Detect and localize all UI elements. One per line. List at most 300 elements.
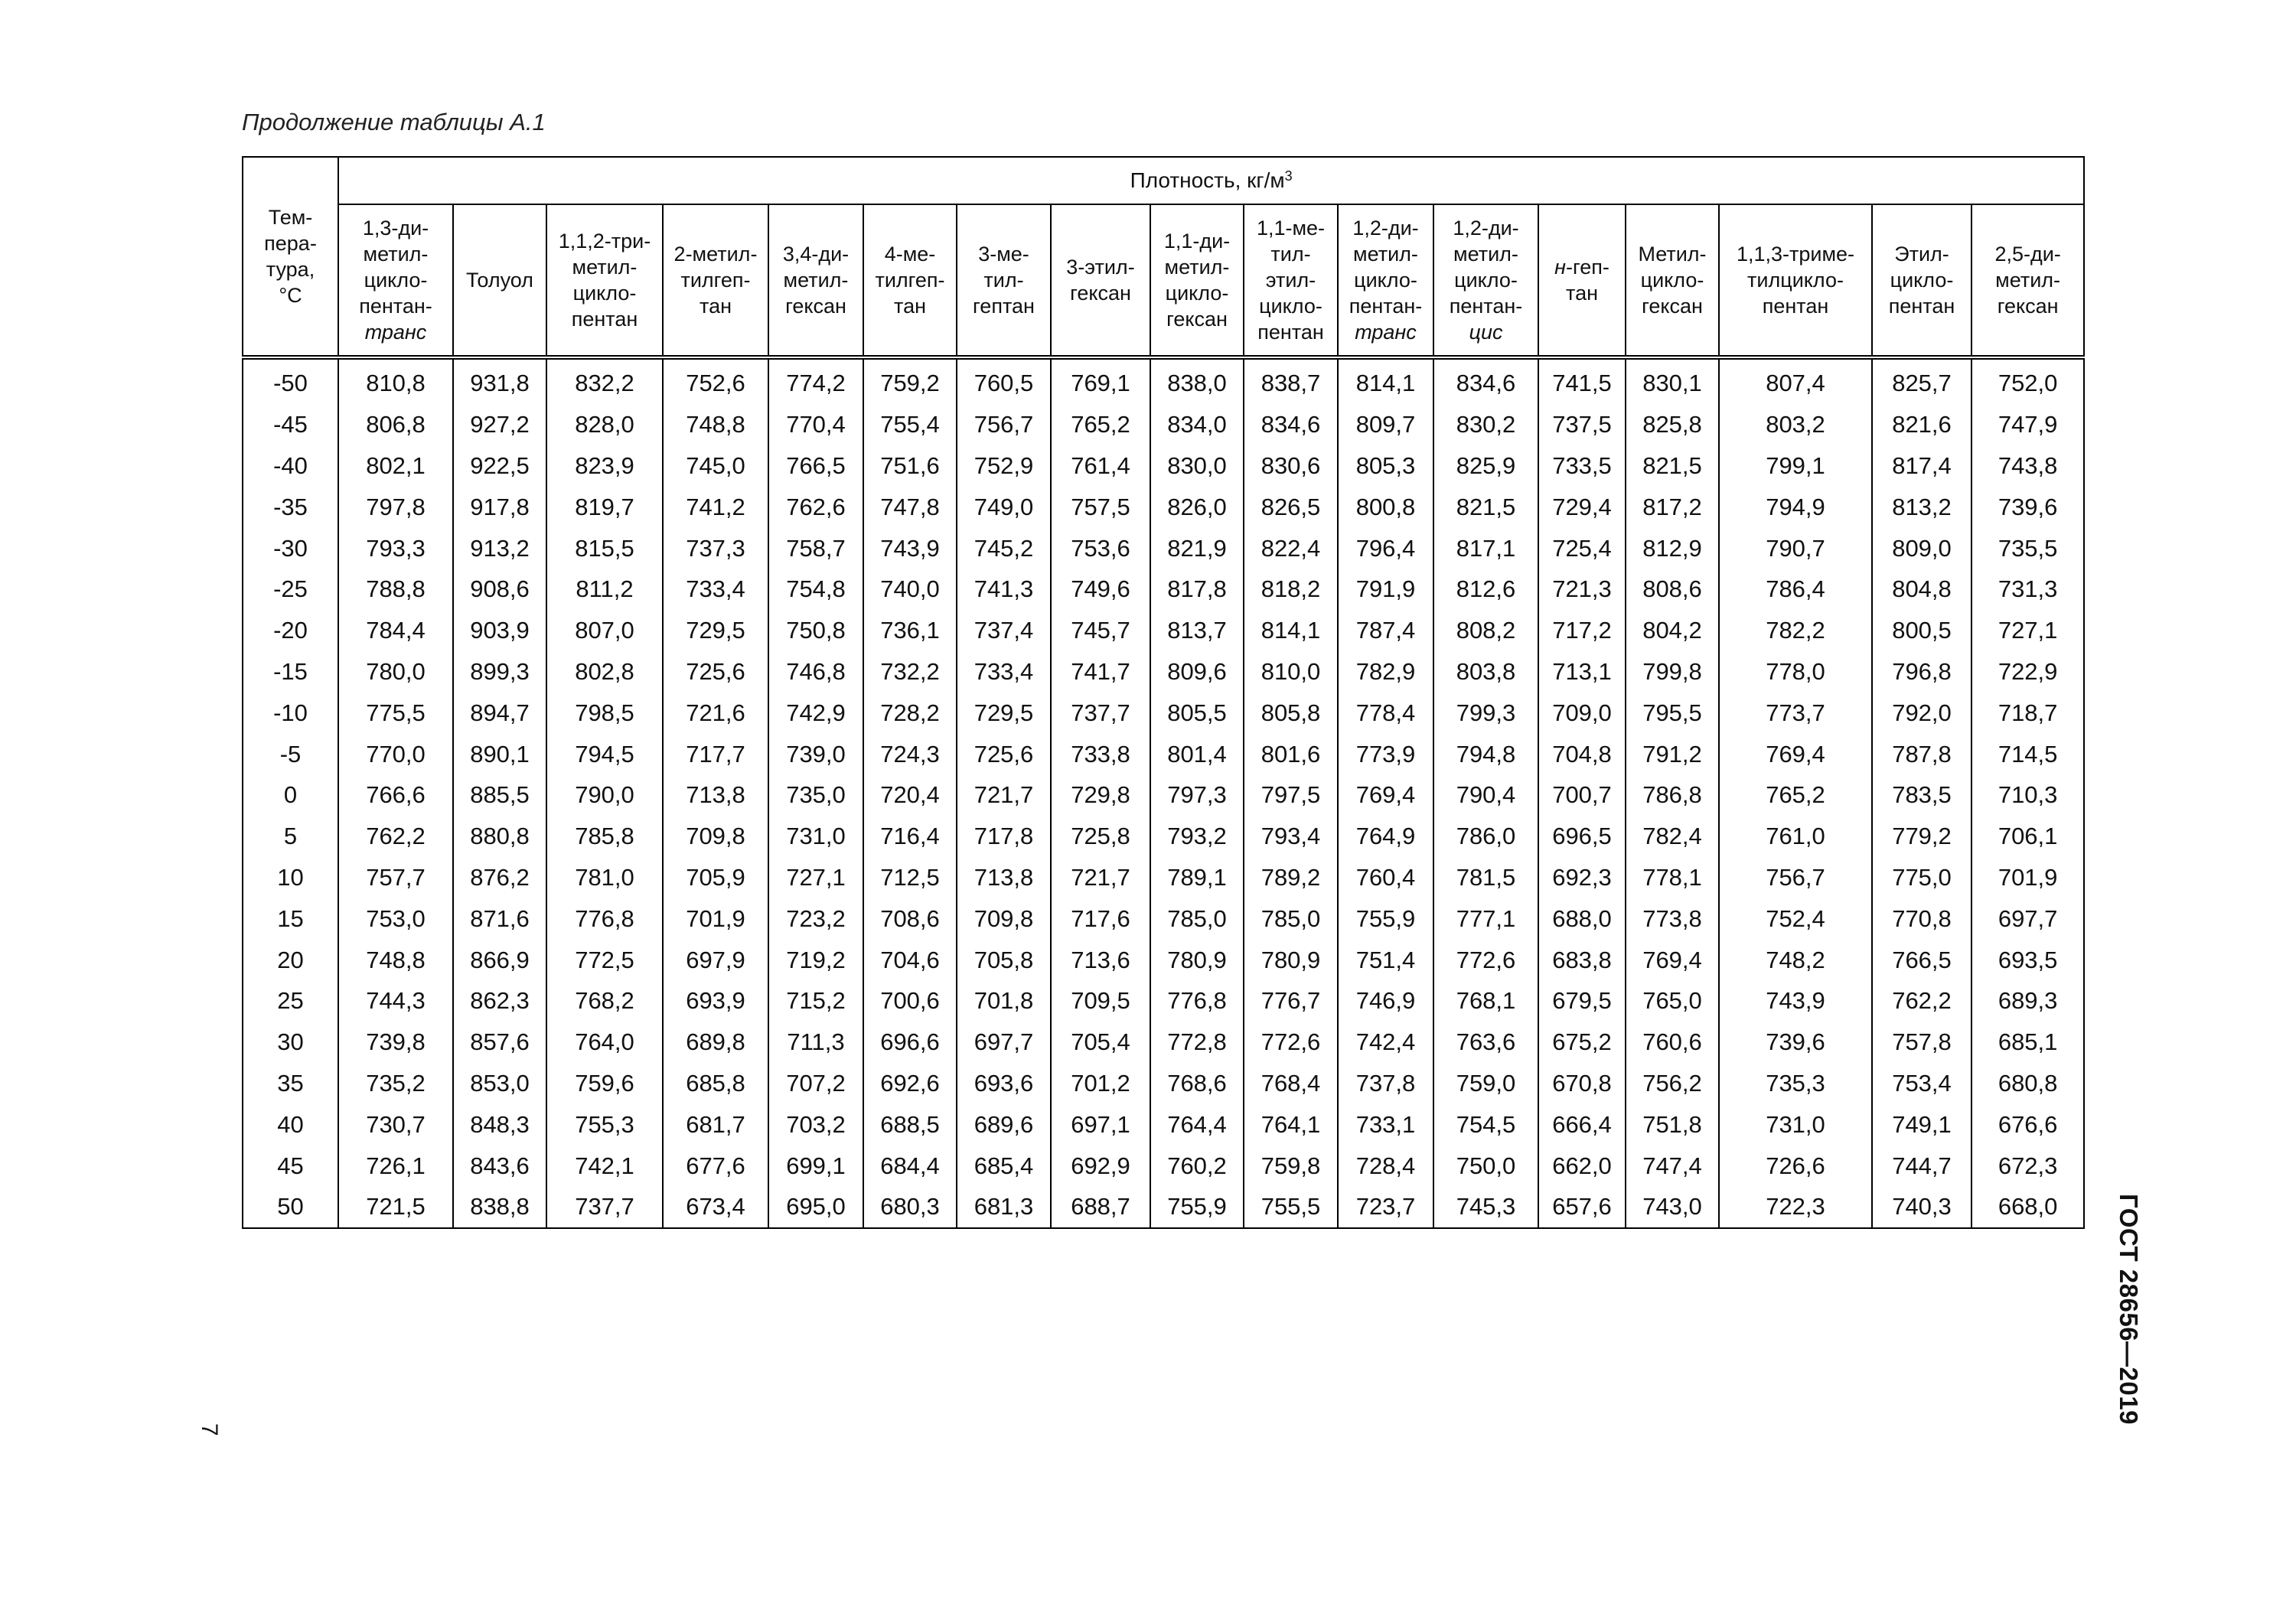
density-cell: 701,8 [957, 980, 1051, 1022]
density-cell: 830,6 [1244, 445, 1338, 487]
density-cell: 735,5 [1971, 527, 2084, 569]
column-header: 1,1-ме- тил- этил- цикло- пентан [1244, 204, 1338, 357]
density-cell: 917,8 [453, 486, 546, 527]
density-cell: 722,9 [1971, 651, 2084, 693]
density-cell: 746,8 [768, 651, 863, 693]
density-cell: 793,3 [338, 527, 453, 569]
density-cell: 801,6 [1244, 733, 1338, 774]
density-cell: 697,7 [957, 1022, 1051, 1063]
density-cell: 679,5 [1538, 980, 1626, 1022]
table-row [243, 692, 2084, 733]
column-header: 1,1,3-триме- тилцикло- пентан [1719, 204, 1872, 357]
density-cell: 825,9 [1433, 445, 1538, 487]
temperature-cell: 5 [243, 816, 338, 857]
density-cell: 806,8 [338, 404, 453, 445]
density-cell: 717,6 [1051, 898, 1150, 939]
temperature-cell: -25 [243, 569, 338, 610]
density-cell: 688,0 [1538, 898, 1626, 939]
density-cell: 760,4 [1338, 857, 1433, 898]
density-cell: 799,8 [1626, 651, 1719, 693]
density-cell: 709,0 [1538, 692, 1626, 733]
density-cell: 808,6 [1626, 569, 1719, 610]
density-cell: 680,8 [1971, 1063, 2084, 1104]
density-cell: 795,5 [1626, 692, 1719, 733]
density-cell: 761,4 [1051, 445, 1150, 487]
density-cell: 783,5 [1872, 774, 1971, 816]
density-cell: 785,0 [1244, 898, 1338, 939]
density-cell: 723,7 [1338, 1186, 1433, 1228]
density-cell: 778,1 [1626, 857, 1719, 898]
density-cell: 742,1 [546, 1145, 663, 1186]
density-cell: 782,2 [1719, 610, 1872, 651]
density-cell: 834,0 [1150, 404, 1244, 445]
density-cell: 685,1 [1971, 1022, 2084, 1063]
temperature-cell: -15 [243, 651, 338, 693]
density-cell: 729,5 [663, 610, 768, 651]
density-cell: 739,6 [1719, 1022, 1872, 1063]
density-cell: 817,2 [1626, 486, 1719, 527]
density-cell: 762,2 [338, 816, 453, 857]
density-cell: 704,6 [863, 939, 957, 980]
density-cell: 708,6 [863, 898, 957, 939]
temperature-cell: -35 [243, 486, 338, 527]
density-cell: 853,0 [453, 1063, 546, 1104]
density-cell: 773,9 [1338, 733, 1433, 774]
density-cell: 812,9 [1626, 527, 1719, 569]
density-cell: 780,9 [1150, 939, 1244, 980]
density-cell: 662,0 [1538, 1145, 1626, 1186]
density-cell: 759,2 [863, 357, 957, 404]
density-cell: 790,7 [1719, 527, 1872, 569]
density-cell: 903,9 [453, 610, 546, 651]
density-cell: 744,3 [338, 980, 453, 1022]
density-cell: 696,5 [1538, 816, 1626, 857]
density-cell: 908,6 [453, 569, 546, 610]
table-row [243, 486, 2084, 527]
density-cell: 857,6 [453, 1022, 546, 1063]
density-cell: 752,4 [1719, 898, 1872, 939]
column-header: 3,4-ди- метил- гексан [768, 204, 863, 357]
table-row [243, 1022, 2084, 1063]
density-cell: 772,6 [1244, 1022, 1338, 1063]
table-row [243, 527, 2084, 569]
density-cell: 692,9 [1051, 1145, 1150, 1186]
density-cell: 799,1 [1719, 445, 1872, 487]
density-cell: 697,1 [1051, 1103, 1150, 1145]
density-cell: 729,5 [957, 692, 1051, 733]
density-cell: 751,4 [1338, 939, 1433, 980]
density-cell: 832,2 [546, 357, 663, 404]
density-cell: 809,6 [1150, 651, 1244, 693]
density-cell: 693,5 [1971, 939, 2084, 980]
density-cell: 696,6 [863, 1022, 957, 1063]
density-cell: 800,5 [1872, 610, 1971, 651]
density-cell: 717,2 [1538, 610, 1626, 651]
density-cell: 748,8 [663, 404, 768, 445]
column-header: 1,2-ди- метил- цикло- пентан- цис [1433, 204, 1538, 357]
density-cell: 913,2 [453, 527, 546, 569]
density-cell: 737,3 [663, 527, 768, 569]
density-cell: 705,8 [957, 939, 1051, 980]
density-cell: 773,7 [1719, 692, 1872, 733]
density-cell: 739,8 [338, 1022, 453, 1063]
column-header-row [243, 204, 2084, 357]
density-cell: 813,7 [1150, 610, 1244, 651]
table-row [243, 980, 2084, 1022]
density-cell: 684,4 [863, 1145, 957, 1186]
density-cell: 764,0 [546, 1022, 663, 1063]
density-cell: 775,0 [1872, 857, 1971, 898]
density-cell: 717,7 [663, 733, 768, 774]
density-cell: 838,7 [1244, 357, 1338, 404]
density-cell: 784,4 [338, 610, 453, 651]
table-row [243, 898, 2084, 939]
column-header: 2,5-ди- метил- гексан [1971, 204, 2084, 357]
density-cell: 739,6 [1971, 486, 2084, 527]
temperature-cell: 0 [243, 774, 338, 816]
density-group-header: Плотность, $кг/м^3$ [338, 157, 2084, 204]
density-cell: 807,0 [546, 610, 663, 651]
density-cell: 730,7 [338, 1103, 453, 1145]
density-cell: 770,8 [1872, 898, 1971, 939]
density-cell: 743,8 [1971, 445, 2084, 487]
density-cell: 789,2 [1244, 857, 1338, 898]
density-cell: 717,8 [957, 816, 1051, 857]
density-cell: 713,6 [1051, 939, 1150, 980]
density-cell: 700,7 [1538, 774, 1626, 816]
density-cell: 769,4 [1338, 774, 1433, 816]
density-cell: 728,4 [1338, 1145, 1433, 1186]
density-cell: 786,4 [1719, 569, 1872, 610]
density-cell: 744,7 [1872, 1145, 1971, 1186]
density-cell: 753,0 [338, 898, 453, 939]
standard-label: ГОСТ 28656—2019 [2115, 1194, 2143, 1425]
density-cell: 737,5 [1538, 404, 1626, 445]
temperature-cell: 35 [243, 1063, 338, 1104]
density-cell: 752,0 [1971, 357, 2084, 404]
column-header: 3-ме- тил- гептан [957, 204, 1051, 357]
column-header: 1,2-ди- метил- цикло- пентан- транс [1338, 204, 1433, 357]
density-cell: 821,5 [1626, 445, 1719, 487]
column-header: 2-метил- тилгеп- тан [663, 204, 768, 357]
density-cell: 817,1 [1433, 527, 1538, 569]
density-cell: 772,6 [1433, 939, 1538, 980]
density-cell: 763,6 [1433, 1022, 1538, 1063]
density-cell: 700,6 [863, 980, 957, 1022]
density-cell: 791,9 [1338, 569, 1433, 610]
density-cell: 802,1 [338, 445, 453, 487]
density-cell: 754,8 [768, 569, 863, 610]
density-cell: 733,4 [957, 651, 1051, 693]
density-cell: 740,3 [1872, 1186, 1971, 1228]
density-cell: 793,2 [1150, 816, 1244, 857]
density-cell: 761,0 [1719, 816, 1872, 857]
density-cell: 768,1 [1433, 980, 1538, 1022]
density-cell: 689,3 [1971, 980, 2084, 1022]
density-cell: 740,0 [863, 569, 957, 610]
density-cell: 830,1 [1626, 357, 1719, 404]
column-header: 1,1-ди- метил- цикло- гексан [1150, 204, 1244, 357]
density-cell: 750,0 [1433, 1145, 1538, 1186]
density-cell: 766,5 [1872, 939, 1971, 980]
density-cell: 704,8 [1538, 733, 1626, 774]
density-cell: 709,5 [1051, 980, 1150, 1022]
density-cell: 834,6 [1244, 404, 1338, 445]
column-header: Толуол [453, 204, 546, 357]
density-cell: 805,5 [1150, 692, 1244, 733]
density-cell: 760,2 [1150, 1145, 1244, 1186]
density-cell: 821,5 [1433, 486, 1538, 527]
density-cell: 894,7 [453, 692, 546, 733]
density-cell: 922,5 [453, 445, 546, 487]
density-cell: 776,8 [1150, 980, 1244, 1022]
density-cell: 726,1 [338, 1145, 453, 1186]
density-cell: 733,5 [1538, 445, 1626, 487]
table-body [243, 357, 2084, 1228]
density-cell: 814,1 [1244, 610, 1338, 651]
density-cell: 713,1 [1538, 651, 1626, 693]
density-cell: 800,8 [1338, 486, 1433, 527]
density-cell: 815,5 [546, 527, 663, 569]
density-cell: 769,4 [1719, 733, 1872, 774]
density-cell: 752,6 [663, 357, 768, 404]
table-row [243, 774, 2084, 816]
density-cell: 791,2 [1626, 733, 1719, 774]
density-cell: 757,7 [338, 857, 453, 898]
density-cell: 673,4 [663, 1186, 768, 1228]
density-cell: 724,3 [863, 733, 957, 774]
density-cell: 823,9 [546, 445, 663, 487]
density-cell: 685,8 [663, 1063, 768, 1104]
density-cell: 830,0 [1150, 445, 1244, 487]
density-cell: 899,3 [453, 651, 546, 693]
density-cell: 706,1 [1971, 816, 2084, 857]
density-cell: 797,8 [338, 486, 453, 527]
density-cell: 805,3 [1338, 445, 1433, 487]
density-cell: 733,8 [1051, 733, 1150, 774]
density-cell: 807,4 [1719, 357, 1872, 404]
density-cell: 757,5 [1051, 486, 1150, 527]
density-cell: 775,5 [338, 692, 453, 733]
density-cell: 802,8 [546, 651, 663, 693]
temperature-cell: 15 [243, 898, 338, 939]
density-cell: 781,0 [546, 857, 663, 898]
table-row [243, 1063, 2084, 1104]
temperature-cell: -50 [243, 357, 338, 404]
density-cell: 804,2 [1626, 610, 1719, 651]
density-cell: 688,5 [863, 1103, 957, 1145]
table-row [243, 816, 2084, 857]
column-header: 4-ме- тилгеп- тан [863, 204, 957, 357]
table-row [243, 1103, 2084, 1145]
density-cell: 689,6 [957, 1103, 1051, 1145]
density-cell: 769,1 [1051, 357, 1150, 404]
temperature-cell: -20 [243, 610, 338, 651]
density-cell: 697,9 [663, 939, 768, 980]
density-cell: 818,2 [1244, 569, 1338, 610]
density-cell: 790,4 [1433, 774, 1538, 816]
density-cell: 804,8 [1872, 569, 1971, 610]
density-cell: 819,7 [546, 486, 663, 527]
density-cell: 747,9 [1971, 404, 2084, 445]
temperature-cell: 50 [243, 1186, 338, 1228]
density-cell: 743,9 [863, 527, 957, 569]
density-cell: 785,8 [546, 816, 663, 857]
density-cell: 739,0 [768, 733, 863, 774]
density-cell: 776,8 [546, 898, 663, 939]
density-cell: 748,8 [338, 939, 453, 980]
density-cell: 721,3 [1538, 569, 1626, 610]
density-cell: 876,2 [453, 857, 546, 898]
density-cell: 723,2 [768, 898, 863, 939]
density-cell: 759,0 [1433, 1063, 1538, 1104]
density-cell: 799,3 [1433, 692, 1538, 733]
density-cell: 793,4 [1244, 816, 1338, 857]
density-cell: 745,3 [1433, 1186, 1538, 1228]
density-cell: 732,2 [863, 651, 957, 693]
density-cell: 725,6 [957, 733, 1051, 774]
density-cell: 765,2 [1719, 774, 1872, 816]
table-row [243, 1145, 2084, 1186]
density-cell: 756,7 [957, 404, 1051, 445]
density-cell: 801,4 [1150, 733, 1244, 774]
density-cell: 721,7 [957, 774, 1051, 816]
density-cell: 735,0 [768, 774, 863, 816]
density-cell: 657,6 [1538, 1186, 1626, 1228]
density-cell: 713,8 [663, 774, 768, 816]
column-header: Метил- цикло- гексан [1626, 204, 1719, 357]
density-cell: 755,9 [1338, 898, 1433, 939]
density-cell: 731,0 [768, 816, 863, 857]
density-cell: 681,3 [957, 1186, 1051, 1228]
density-cell: 764,4 [1150, 1103, 1244, 1145]
density-cell: 731,0 [1719, 1103, 1872, 1145]
temperature-header: Тем- пера- тура, °С [243, 157, 338, 357]
density-cell: 768,2 [546, 980, 663, 1022]
density-cell: 821,9 [1150, 527, 1244, 569]
density-cell: 748,2 [1719, 939, 1872, 980]
density-cell: 805,8 [1244, 692, 1338, 733]
density-cell: 766,6 [338, 774, 453, 816]
density-cell: 701,2 [1051, 1063, 1150, 1104]
density-cell: 760,6 [1626, 1022, 1719, 1063]
density-cell: 666,4 [1538, 1103, 1626, 1145]
density-cell: 699,1 [768, 1145, 863, 1186]
column-header: 3-этил- гексан [1051, 204, 1150, 357]
density-cell: 787,8 [1872, 733, 1971, 774]
density-cell: 737,8 [1338, 1063, 1433, 1104]
density-cell: 830,2 [1433, 404, 1538, 445]
density-cell: 715,2 [768, 980, 863, 1022]
density-cell: 756,2 [1626, 1063, 1719, 1104]
density-cell: 822,4 [1244, 527, 1338, 569]
density-cell: 803,2 [1719, 404, 1872, 445]
density-cell: 741,3 [957, 569, 1051, 610]
density-cell: 774,2 [768, 357, 863, 404]
density-cell: 670,8 [1538, 1063, 1626, 1104]
density-cell: 688,7 [1051, 1186, 1150, 1228]
density-cell: 755,5 [1244, 1186, 1338, 1228]
table-row [243, 404, 2084, 445]
table-row [243, 357, 2084, 404]
density-cell: 721,7 [1051, 857, 1150, 898]
density-cell: 780,9 [1244, 939, 1338, 980]
density-cell: 672,3 [1971, 1145, 2084, 1186]
density-cell: 821,6 [1872, 404, 1971, 445]
density-cell: 769,4 [1626, 939, 1719, 980]
density-cell: 776,7 [1244, 980, 1338, 1022]
density-cell: 817,4 [1872, 445, 1971, 487]
temperature-cell: 25 [243, 980, 338, 1022]
density-cell: 828,0 [546, 404, 663, 445]
density-cell: 765,0 [1626, 980, 1719, 1022]
density-cell: 736,1 [863, 610, 957, 651]
density-cell: 709,8 [663, 816, 768, 857]
density-cell: 725,4 [1538, 527, 1626, 569]
density-cell: 745,0 [663, 445, 768, 487]
table-row [243, 1186, 2084, 1228]
density-cell: 927,2 [453, 404, 546, 445]
density-cell: 790,0 [546, 774, 663, 816]
table-row [243, 733, 2084, 774]
density-cell: 753,4 [1872, 1063, 1971, 1104]
density-cell: 757,8 [1872, 1022, 1971, 1063]
density-cell: 871,6 [453, 898, 546, 939]
density-cell: 768,4 [1244, 1063, 1338, 1104]
density-cell: 772,8 [1150, 1022, 1244, 1063]
density-cell: 787,4 [1338, 610, 1433, 651]
column-header: 1,1,2-три- метил- цикло- пентан [546, 204, 663, 357]
density-cell: 817,8 [1150, 569, 1244, 610]
temperature-cell: 10 [243, 857, 338, 898]
density-cell: 735,2 [338, 1063, 453, 1104]
density-cell: 808,2 [1433, 610, 1538, 651]
density-cell: 755,3 [546, 1103, 663, 1145]
density-cell: 780,0 [338, 651, 453, 693]
density-cell: 693,9 [663, 980, 768, 1022]
density-cell: 885,5 [453, 774, 546, 816]
temperature-cell: 40 [243, 1103, 338, 1145]
temperature-cell: 45 [243, 1145, 338, 1186]
page-number: 7 [197, 1423, 222, 1436]
density-cell: 675,2 [1538, 1022, 1626, 1063]
density-cell: 838,0 [1150, 357, 1244, 404]
density-cell: 834,6 [1433, 357, 1538, 404]
density-cell: 777,1 [1433, 898, 1538, 939]
density-cell: 745,7 [1051, 610, 1150, 651]
density-cell: 766,5 [768, 445, 863, 487]
density-cell: 749,6 [1051, 569, 1150, 610]
density-cell: 727,1 [1971, 610, 2084, 651]
density-cell: 931,8 [453, 357, 546, 404]
density-cell: 746,9 [1338, 980, 1433, 1022]
density-cell: 729,4 [1538, 486, 1626, 527]
density-cell: 826,0 [1150, 486, 1244, 527]
density-cell: 796,4 [1338, 527, 1433, 569]
density-cell: 797,3 [1150, 774, 1244, 816]
density-cell: 862,3 [453, 980, 546, 1022]
density-cell: 693,6 [957, 1063, 1051, 1104]
density-cell: 742,4 [1338, 1022, 1433, 1063]
density-cell: 794,9 [1719, 486, 1872, 527]
density-cell: 762,2 [1872, 980, 1971, 1022]
table-row [243, 569, 2084, 610]
temperature-cell: 20 [243, 939, 338, 980]
density-cell: 786,8 [1626, 774, 1719, 816]
density-cell: 751,6 [863, 445, 957, 487]
density-cell: 731,3 [1971, 569, 2084, 610]
density-cell: 826,5 [1244, 486, 1338, 527]
